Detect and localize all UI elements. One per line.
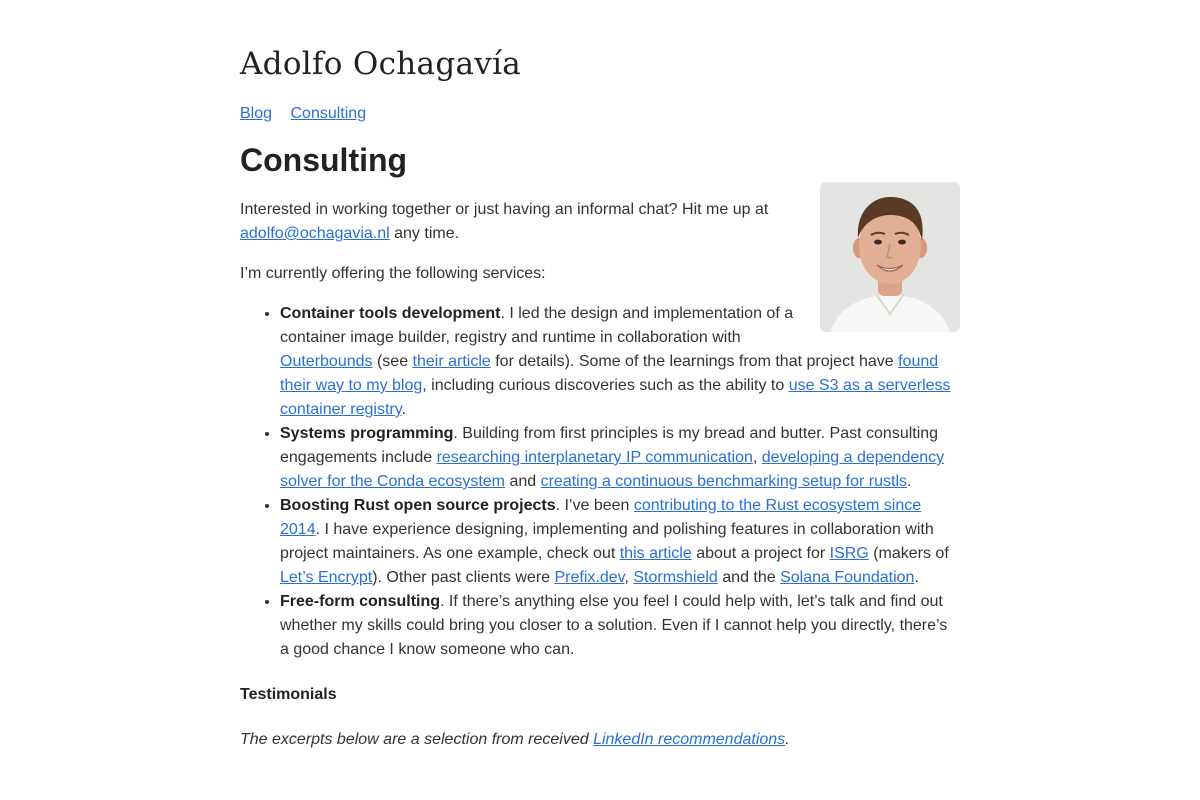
services-list	[240, 302, 960, 662]
intro-text: Interested in working together or just having an informal chat? Hit me up at	[240, 201, 769, 218]
email-link[interactable]: adolfo@ochagavia.nl	[240, 225, 390, 242]
link-lets-encrypt[interactable]: Let’s Encrypt	[280, 569, 373, 586]
service-text: about a project for	[691, 545, 830, 562]
service-title: Boosting Rust open source projects	[280, 497, 556, 514]
main-nav	[240, 102, 960, 126]
service-text: .	[401, 401, 406, 418]
service-text: (see	[372, 353, 413, 370]
link-isrg[interactable]: ISRG	[829, 545, 869, 562]
link-solana-foundation[interactable]: Solana Foundation	[780, 569, 915, 586]
service-text: . I have experience designing, implementing and polishing features in collaboration with project maintainers. As one example, check out	[280, 521, 934, 562]
service-text: , including curious discoveries such as the ability to	[422, 377, 789, 394]
service-text: ,	[752, 449, 762, 466]
service-item-rust-open-source	[280, 494, 960, 590]
link-prefix-dev[interactable]: Prefix.dev	[554, 569, 625, 586]
service-item-free-form	[280, 590, 960, 662]
service-text: (makers of	[868, 545, 949, 562]
service-text: .	[914, 569, 919, 586]
page-title: Consulting	[240, 142, 408, 178]
testimonials-note	[240, 728, 960, 752]
service-item-systems-programming	[280, 422, 960, 494]
service-text: ,	[624, 569, 634, 586]
linkedin-recommendations-link[interactable]: LinkedIn recommendations	[593, 731, 786, 748]
service-text: for details). Some of the learnings from that project have	[490, 353, 899, 370]
page-container	[240, 0, 960, 752]
service-text: . If there’s anything else you feel I could help with, let’s talk and find out whether my skills could bring you closer to a solution. Even if I cannot help you directly, there’s a good chance I know someone who can.	[280, 593, 948, 658]
nav-link-consulting[interactable]: Consulting	[290, 105, 367, 122]
link-s3-registry[interactable]: use S3 as a serverless container registry	[280, 377, 951, 418]
service-title: Free-form consulting	[280, 593, 441, 610]
link-rustls-benchmarking[interactable]: creating a continuous benchmarking setup for rustls	[540, 473, 908, 490]
service-text: . I’ve been	[555, 497, 634, 514]
service-title: Systems programming	[280, 425, 454, 442]
link-stormshield[interactable]: Stormshield	[633, 569, 718, 586]
service-title: Container tools development	[280, 305, 501, 322]
service-text: ). Other past clients were	[372, 569, 555, 586]
link-this-article[interactable]: this article	[619, 545, 692, 562]
intro-text-end: any time.	[389, 225, 460, 242]
testimonials-heading: Testimonials	[240, 686, 337, 703]
link-interplanetary-ip[interactable]: researching interplanetary IP communication	[436, 449, 753, 466]
site-title[interactable]: Adolfo Ochagavía	[240, 46, 522, 82]
service-text: and	[505, 473, 541, 490]
service-text: and the	[717, 569, 781, 586]
link-rust-contributions[interactable]: contributing to the Rust ecosystem since 2014	[280, 497, 922, 538]
services-lead: I’m currently offering the following services:	[240, 265, 546, 282]
service-text: . Building from first principles is my bread and butter. Past consulting engagements include	[280, 425, 939, 466]
testimonials-note-end: .	[785, 731, 790, 748]
link-conda-solver[interactable]: developing a dependency solver for the Conda ecosystem	[280, 449, 945, 490]
testimonials-note-text: The excerpts below are a selection from received	[240, 731, 594, 748]
link-their-article[interactable]: their article	[412, 353, 491, 370]
service-text: . I led the design and implementation of a container image builder, registry and runtime in collaboration with	[280, 305, 794, 346]
nav-link-blog[interactable]: Blog	[240, 105, 273, 122]
profile-photo	[820, 182, 960, 332]
service-text: .	[907, 473, 912, 490]
link-blog-learnings[interactable]: found their way to my blog	[280, 353, 939, 394]
link-outerbounds[interactable]: Outerbounds	[280, 353, 373, 370]
